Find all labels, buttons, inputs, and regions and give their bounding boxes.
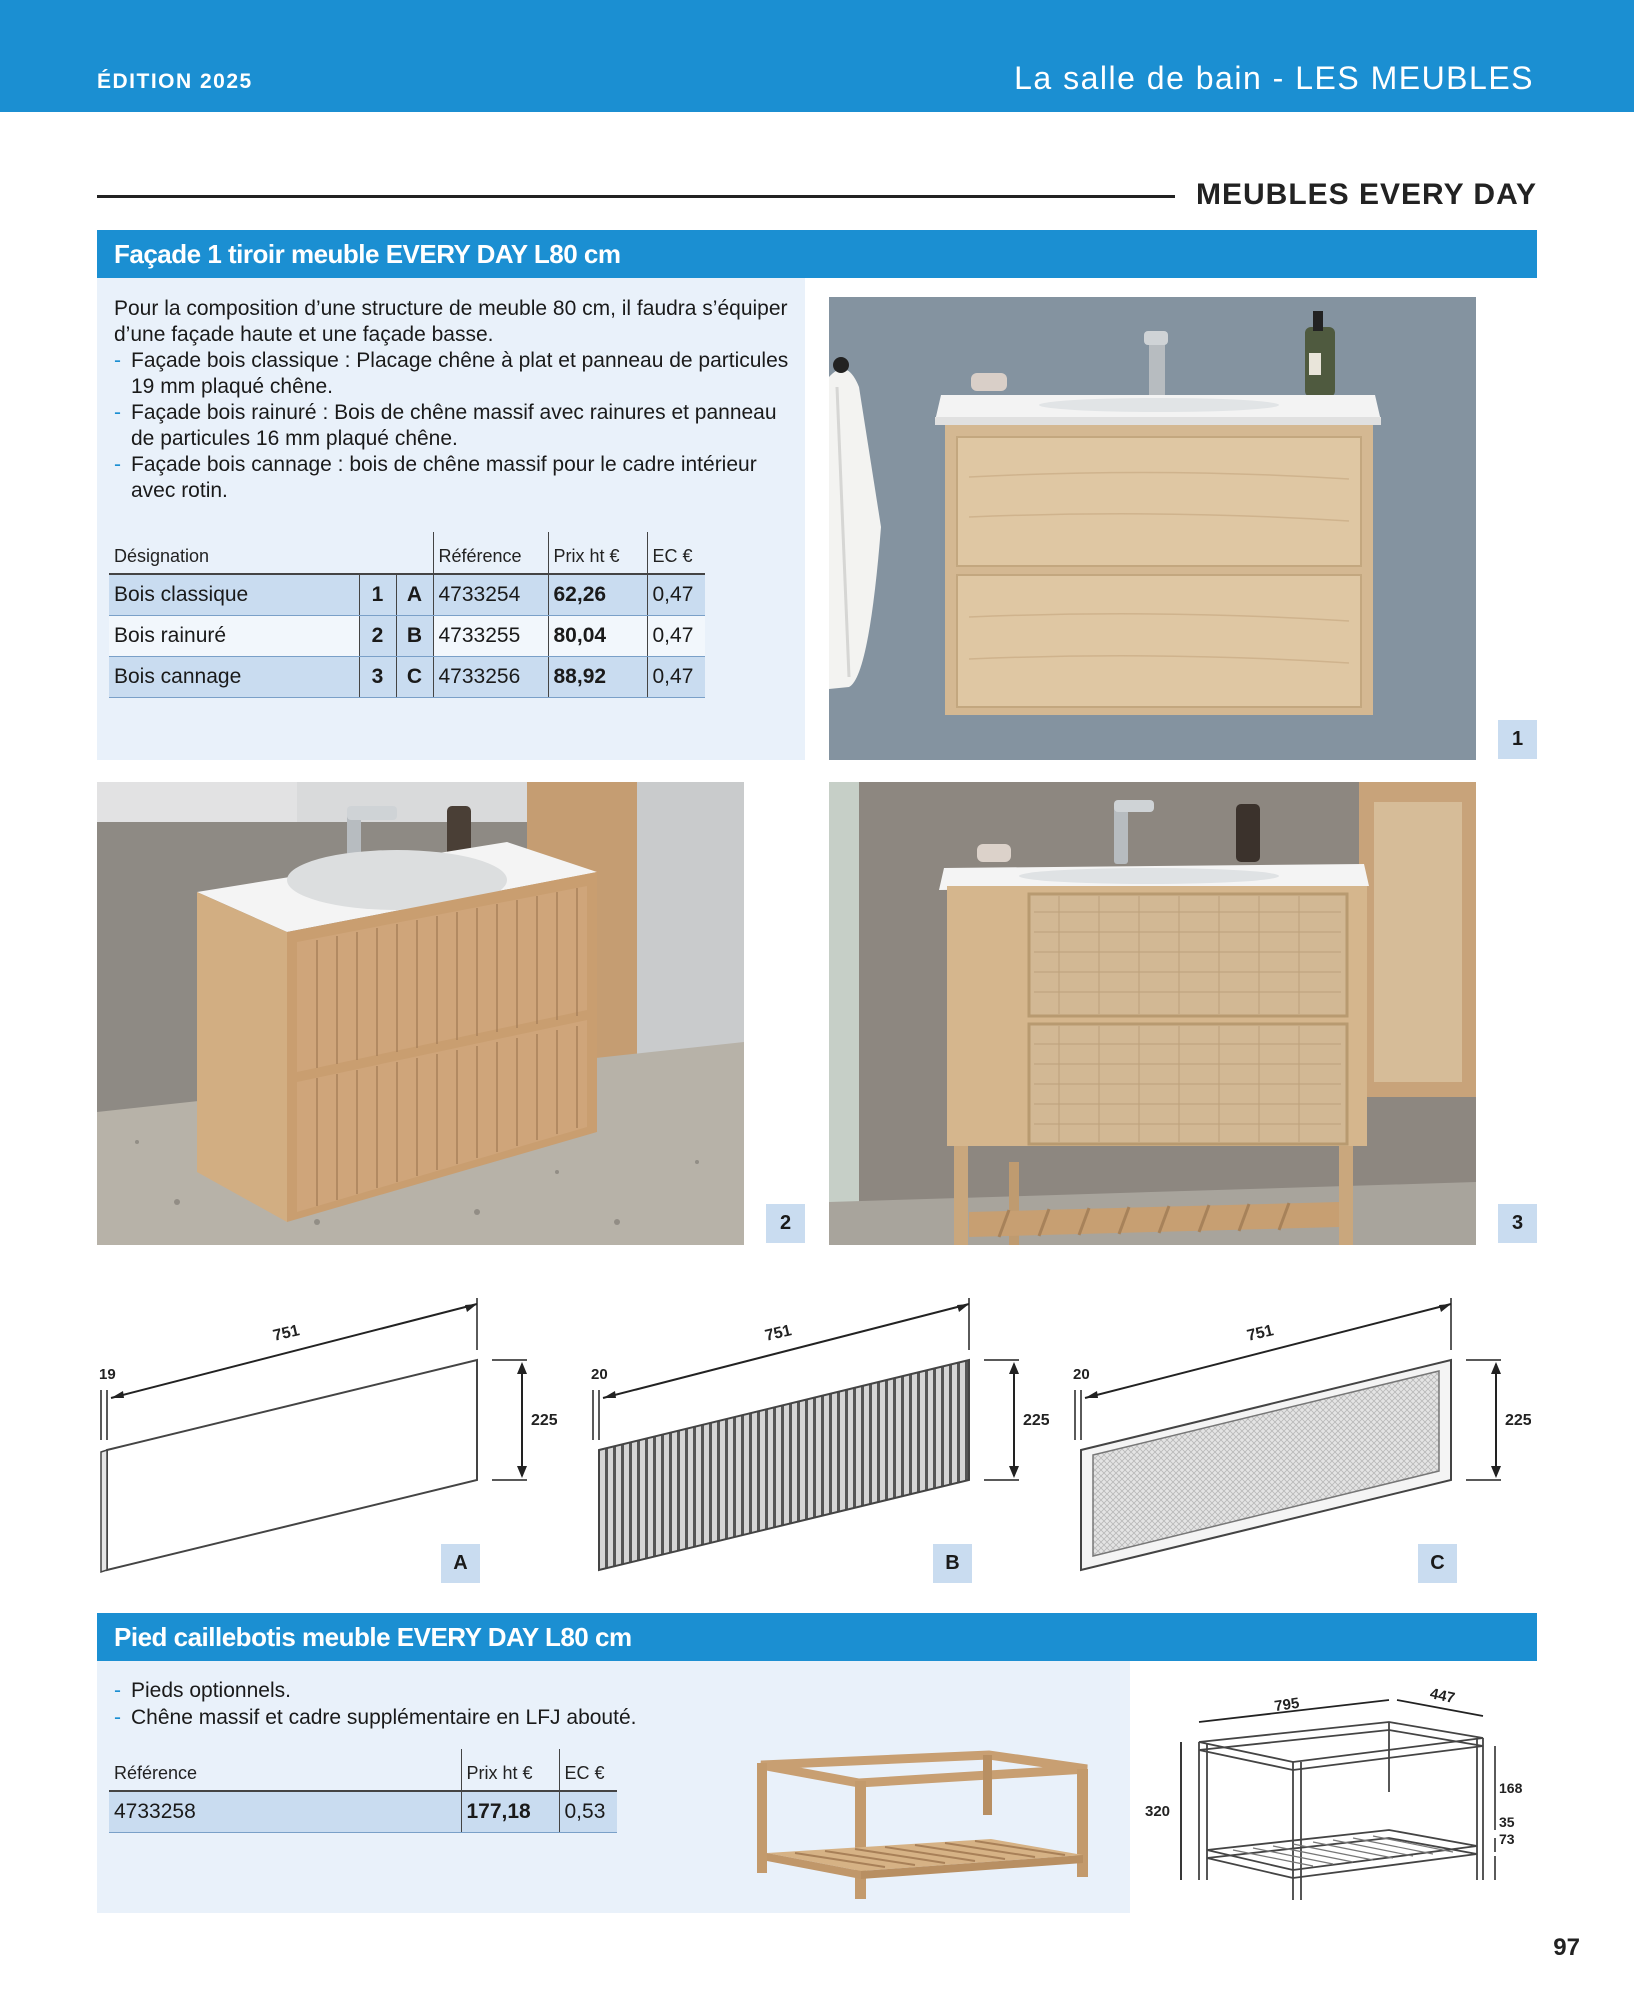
product1-intro: Pour la composition d’une structure de meuble 80 cm, il faudra s’équiper d’une façade haute et une façade basse. <box>114 297 788 346</box>
col-reference: Référence <box>433 532 548 574</box>
drawing-front-b <box>589 1290 1049 1590</box>
table-row <box>109 615 705 656</box>
product-photo-rainure <box>97 782 744 1245</box>
cell-drawing-letter: B <box>396 615 433 656</box>
table-row <box>109 1791 617 1832</box>
product-photo-classique <box>829 297 1476 760</box>
list-item: - Pieds optionnels. <box>114 1677 636 1704</box>
col-price: Prix ht € <box>548 532 647 574</box>
col-ec: EC € <box>559 1749 617 1791</box>
product2-price-table <box>109 1749 617 1833</box>
product1-title: Façade 1 tiroir meuble EVERY DAY L80 cm <box>97 230 1537 278</box>
cell-ec: 0,47 <box>647 615 705 656</box>
chapter-title: La salle de bain - LES MEUBLES <box>1014 60 1534 96</box>
cell-designation: Bois cannage <box>109 656 359 697</box>
top-banner <box>0 0 1634 112</box>
photo-badge-3: 3 <box>1498 1204 1537 1243</box>
list-item: - Façade bois rainuré : Bois de chêne massif avec rainures et panneau de particules 16 mm plaqué chêne. <box>114 400 794 452</box>
product1-description <box>114 296 794 504</box>
product-photo-cannage <box>829 782 1476 1245</box>
cell-reference: 4733258 <box>109 1791 461 1832</box>
dim-top: 168 <box>1499 1780 1523 1796</box>
section-title: MEUBLES EVERY DAY <box>1196 178 1537 211</box>
drawing-front-c <box>1071 1290 1531 1590</box>
cell-photo-num: 2 <box>359 615 396 656</box>
dim-bottom: 73 <box>1499 1831 1515 1847</box>
col-reference: Référence <box>109 1749 461 1791</box>
cell-photo-num: 3 <box>359 656 396 697</box>
dim-depth: 20 <box>1073 1366 1090 1383</box>
drawing-badge-c: C <box>1418 1544 1457 1583</box>
dim-width: 795 <box>1273 1694 1301 1716</box>
cell-reference: 4733256 <box>433 656 548 697</box>
cell-ec: 0,47 <box>647 574 705 615</box>
product1-price-table <box>109 532 705 698</box>
cell-ec: 0,53 <box>559 1791 617 1832</box>
table-row <box>109 574 705 615</box>
edition-label: ÉDITION 2025 <box>97 70 253 93</box>
drawing-badge-b: B <box>933 1544 972 1583</box>
dim-mid: 35 <box>1499 1814 1515 1830</box>
cell-reference: 4733255 <box>433 615 548 656</box>
photo-badge-2: 2 <box>766 1204 805 1243</box>
cell-price: 177,18 <box>461 1791 559 1832</box>
drawing-badge-a: A <box>441 1544 480 1583</box>
dim-depth: 447 <box>1428 1685 1457 1708</box>
product1-bullets <box>114 348 794 504</box>
page-number: 97 <box>1553 1934 1580 1961</box>
photo-badge-1: 1 <box>1498 720 1537 759</box>
list-item: - Façade bois classique : Placage chêne à plat et panneau de particules 19 mm plaqué chêne. <box>114 348 794 400</box>
product2-title: Pied caillebotis meuble EVERY DAY L80 cm <box>97 1613 1537 1661</box>
dim-width: 751 <box>763 1322 794 1345</box>
dim-depth: 19 <box>99 1366 116 1383</box>
product2-info-box <box>97 1661 1130 1913</box>
dim-depth: 20 <box>591 1366 608 1383</box>
col-ec: EC € <box>647 532 705 574</box>
dim-width: 751 <box>271 1322 302 1345</box>
cell-price: 80,04 <box>548 615 647 656</box>
dim-height: 225 <box>531 1412 557 1429</box>
dim-height: 225 <box>1505 1412 1531 1429</box>
dim-height: 320 <box>1145 1803 1171 1820</box>
drawing-front-a <box>97 1290 557 1590</box>
cell-ec: 0,47 <box>647 656 705 697</box>
cell-reference: 4733254 <box>433 574 548 615</box>
drawing-slatted-base <box>1143 1680 1523 1905</box>
cell-price: 88,92 <box>548 656 647 697</box>
cell-designation: Bois rainuré <box>109 615 359 656</box>
dim-width: 751 <box>1245 1322 1276 1345</box>
product2-bullets <box>114 1677 636 1731</box>
list-item: - Façade bois cannage : bois de chêne massif pour le cadre intérieur avec rotin. <box>114 452 794 504</box>
col-price: Prix ht € <box>461 1749 559 1791</box>
product1-info-box <box>97 278 805 760</box>
cell-drawing-letter: C <box>396 656 433 697</box>
section-rule <box>97 195 1175 198</box>
list-item: - Chêne massif et cadre supplémentaire en LFJ abouté. <box>114 1704 636 1731</box>
table-row <box>109 656 705 697</box>
dim-height: 225 <box>1023 1412 1049 1429</box>
cell-photo-num: 1 <box>359 574 396 615</box>
cell-drawing-letter: A <box>396 574 433 615</box>
cell-price: 62,26 <box>548 574 647 615</box>
cell-designation: Bois classique <box>109 574 359 615</box>
product-photo-slatted-base <box>755 1703 1095 1903</box>
col-designation: Désignation <box>109 532 433 574</box>
